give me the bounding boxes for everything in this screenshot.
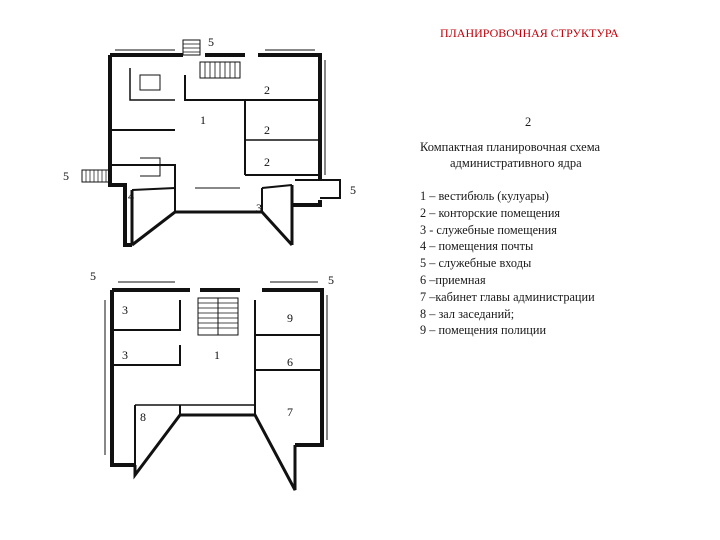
label-top-4: 4	[128, 189, 134, 203]
scheme-number: 2	[525, 115, 532, 129]
label-bottom-5a: 5	[90, 269, 96, 283]
label-top-5a: 5	[208, 35, 214, 49]
label-bottom-9: 9	[287, 311, 293, 325]
scheme-caption-line2: административного ядра	[450, 156, 582, 170]
label-bottom-1: 1	[214, 348, 220, 362]
legend-item: 6 –приемная	[420, 272, 486, 287]
legend	[420, 188, 595, 339]
legend-item: 9 – помещения полиции	[420, 323, 547, 338]
legend-item: 7 –кабинет главы администрации	[420, 289, 595, 304]
label-bottom-5b: 5	[328, 273, 334, 287]
legend-item: 5 – служебные входы	[420, 256, 532, 271]
legend-item: 8 – зал заседаний;	[420, 306, 515, 321]
label-bottom-6: 6	[287, 355, 293, 369]
plan-bottom	[105, 282, 327, 490]
label-top-5b: 5	[63, 169, 69, 183]
label-bottom-8: 8	[140, 410, 146, 424]
label-top-2a: 2	[264, 83, 270, 97]
legend-item: 3 - служебные помещения	[420, 222, 557, 237]
legend-item: 4 – помещения почты	[420, 239, 534, 254]
legend-item: 2 – конторские помещения	[420, 205, 561, 220]
label-bottom-7: 7	[287, 405, 293, 419]
label-bottom-3b: 3	[122, 348, 128, 362]
label-top-5c: 5	[350, 183, 356, 197]
page-title: ПЛАНИРОВОЧНАЯ СТРУКТУРА	[440, 26, 619, 40]
label-top-1: 1	[200, 113, 206, 127]
label-top-3: 3	[256, 201, 262, 215]
scheme-caption-line1: Компактная планировочная схема	[420, 140, 601, 154]
plan-top	[82, 40, 340, 245]
legend-item: 1 – вестибюль (кулуары)	[420, 189, 549, 203]
label-bottom-3a: 3	[122, 303, 128, 317]
plan-bottom-labels	[90, 269, 334, 424]
label-top-2b: 2	[264, 123, 270, 137]
label-top-2c: 2	[264, 155, 270, 169]
